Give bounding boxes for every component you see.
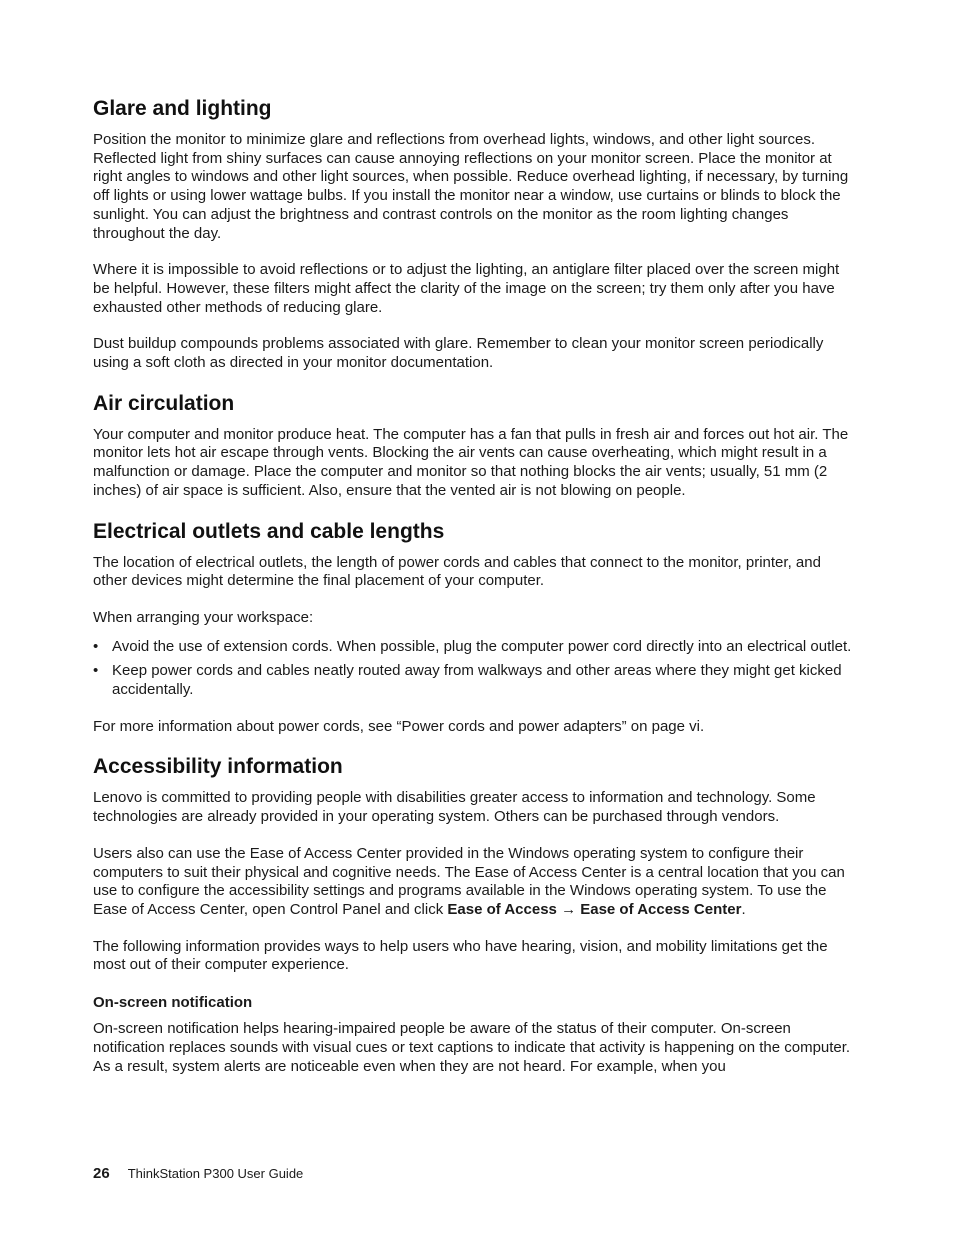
document-page bbox=[93, 96, 853, 1094]
paragraph: When arranging your workspace: bbox=[93, 608, 314, 626]
heading-glare-lighting: Glare and lighting bbox=[93, 97, 272, 120]
paragraph: Your computer and monitor produce heat. The computer has a fan that pulls in fresh air and forces out hot air. The monitor lets hot air escape through vents. Blocking the air vents can cause overheating, which might result in a malfunction or damage. Place the computer and monitor so that nothing blocks the air vents; usually, 51 mm (2 inches) of air space is sufficient. Also, ensure that the vented air is not blowing on people. bbox=[93, 425, 849, 499]
paragraph: Dust buildup compounds problems associated with glare. Remember to clean your monitor screen periodically using a soft cloth as directed in your monitor documentation. bbox=[93, 335, 824, 372]
heading-accessibility: Accessibility information bbox=[93, 755, 343, 779]
list-item-text: Keep power cords and cables neatly routed away from walkways and other areas where they might get kicked accidentally. bbox=[112, 662, 842, 699]
paragraph: Lenovo is committed to providing people with disabilities greater access to information and technology. Some technologies are already provided in your operating system. Others can be purchased through vendors. bbox=[93, 789, 816, 826]
bullet-icon: • bbox=[93, 662, 99, 680]
guide-title: ThinkStation P300 User Guide bbox=[127, 1166, 304, 1181]
section-air-circulation bbox=[93, 391, 853, 501]
heading-air-circulation: Air circulation bbox=[93, 391, 235, 415]
page-footer bbox=[93, 1165, 303, 1182]
paragraph: On-screen notification helps hearing-impaired people be aware of the status of their computer. On-screen notification replaces sounds with visual cues or text captions to indicate that activity is happening on the computer. As a result, system alerts are noticeable even when they are not heard. For example, when you bbox=[93, 1020, 851, 1075]
paragraph: For more information about power cords, see “Power cords and power adapters” on page vi. bbox=[93, 717, 705, 735]
subheading-on-screen-notification: On-screen notification bbox=[93, 994, 253, 1012]
section-glare-lighting bbox=[93, 96, 853, 373]
paragraph bbox=[93, 845, 853, 920]
menu-path-ease-of-access-center: Ease of Access Center bbox=[580, 900, 742, 918]
paragraph: Where it is impossible to avoid reflections or to adjust the lighting, an antiglare filter placed over the screen might be helpful. However, these filters might affect the clarity of the image on the screen; try them only after you have exhausted other methods of reducing glare. bbox=[93, 261, 840, 316]
paragraph-end: . bbox=[741, 900, 746, 918]
list-item-text: Avoid the use of extension cords. When possible, plug the computer power cord directly into an electrical outlet. bbox=[112, 637, 852, 655]
section-accessibility bbox=[93, 754, 853, 1076]
paragraph-text: Users also can use the Ease of Access Center provided in the Windows operating system to configure their computers to suit their physical and cognitive needs. The Ease of Access Center is a central location that you can use to configure the accessibility settings and programs available in the Windows operating system. To use the Ease of Access Center, open Control Panel and click bbox=[93, 844, 845, 918]
list-item bbox=[93, 662, 853, 699]
paragraph: The following information provides ways to help users who have hearing, vision, and mobility limitations get the most out of their computer experience. bbox=[93, 937, 828, 974]
section-electrical-outlets bbox=[93, 519, 853, 737]
list-item bbox=[93, 638, 853, 657]
page-number: 26 bbox=[93, 1165, 110, 1182]
heading-electrical-outlets: Electrical outlets and cable lengths bbox=[93, 519, 445, 543]
paragraph: The location of electrical outlets, the length of power cords and cables that connect to the monitor, printer, and other devices might determine the final placement of your computer. bbox=[93, 553, 821, 590]
paragraph: Position the monitor to minimize glare and reflections from overhead lights, windows, and other light sources. Reflected light from shiny surfaces can cause annoying reflections on your monitor screen. Place the monitor at right angles to windows and other light sources, when possible. Reduce overhead lighting, if necessary, by turning off lights or using lower wattage bulbs. If you install the monitor near a window, use curtains or blinds to block the sunlight. You can adjust the brightness and contrast controls on the monitor as the room lighting changes throughout the day. bbox=[93, 131, 849, 242]
bullet-list bbox=[93, 638, 853, 700]
menu-path-ease-of-access: Ease of Access bbox=[447, 900, 557, 918]
bullet-icon: • bbox=[93, 637, 99, 655]
arrow-right-icon: → bbox=[561, 900, 577, 918]
